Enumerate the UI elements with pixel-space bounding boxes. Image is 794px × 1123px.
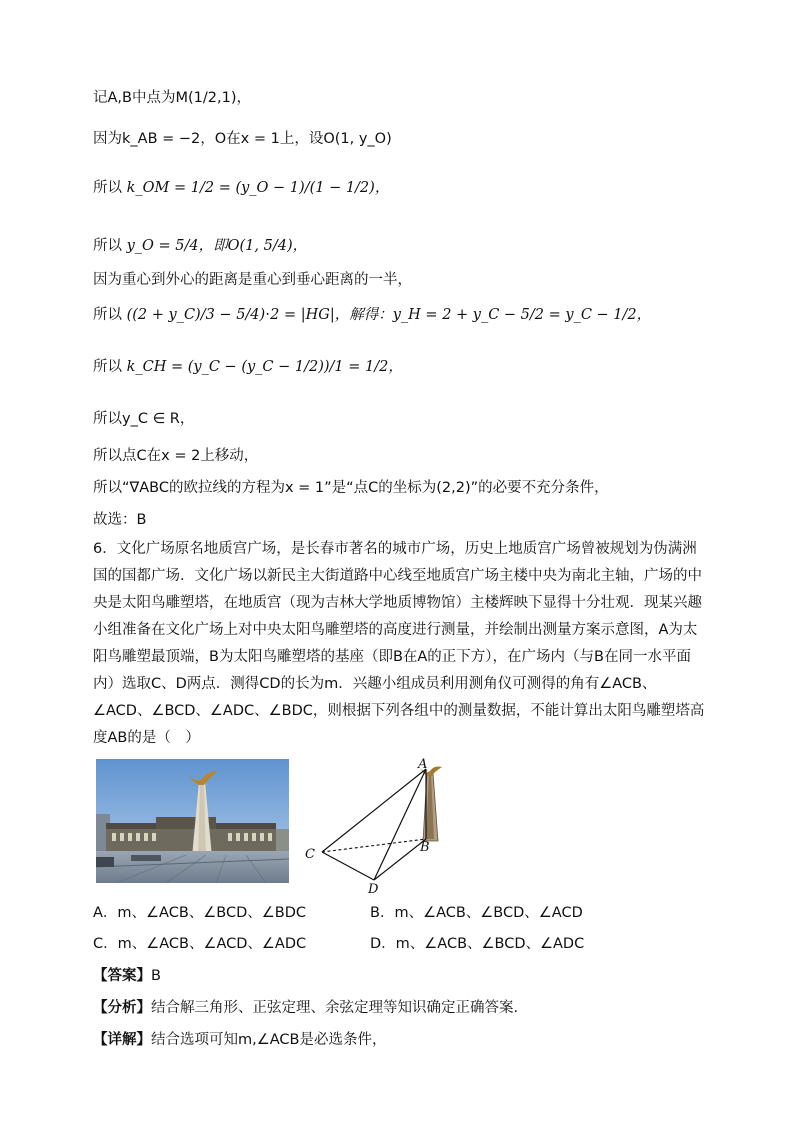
geometry-diagram: [300, 755, 450, 895]
detail-line: [93, 1030, 386, 1050]
label-d: D: [368, 882, 379, 895]
sculpture-photo: [96, 759, 289, 883]
label-b: B: [420, 840, 430, 855]
answer-tag: 【答案】: [93, 968, 151, 984]
analysis-tag: 【分析】: [93, 1000, 151, 1016]
option-d: D．m、∠ACB、∠BCD、∠ADC: [370, 936, 585, 952]
segment-cb: [322, 839, 426, 852]
line-prefix: 所以: [93, 307, 122, 323]
yo-value-formula: y_O = 5/4，即O(1, 5/4)，: [126, 238, 308, 254]
label-a: A: [418, 757, 428, 772]
yh-formula: ((2 + y_C)/3 − 5/4)⋅2 = |HG|，解得：y_H = 2 + y_C − 5/2 = y_C − 1/2，: [126, 307, 652, 323]
label-c: C: [305, 847, 315, 862]
solution-line-10: 所以“∇ABC的欧拉线的方程为x = 1”是“点C的坐标为(2,2)”的必要不充分条件，: [93, 480, 609, 496]
answer-value: B: [151, 968, 161, 984]
analysis-line: [93, 998, 518, 1018]
analysis-text: 结合解三角形、正弦定理、余弦定理等知识确定正确答案.: [151, 1000, 519, 1016]
slope-ch-formula: k_CH = (y_C − (y_C − 1/2))/1 = 1/2，: [126, 359, 403, 375]
option-c: C．m、∠ACB、∠ACD、∠ADC: [93, 936, 307, 952]
option-b: B．m、∠ACB、∠BCD、∠ACD: [370, 905, 583, 921]
line-prefix: 所以: [93, 180, 122, 196]
solution-line-6: [93, 305, 651, 325]
slope-om-formula: k_OM = 1/2 = (y_O − 1)/(1 − 1/2)，: [126, 180, 390, 196]
detail-text: 结合选项可知m,∠ACB是必选条件，: [151, 1032, 387, 1048]
segment-ac: [322, 769, 426, 852]
question-6-text: 6．文化广场原名地质宫广场，是长春市著名的城市广场，历史上地质宫广场曾被规划为伪满洲国的国都广场．文化广场以新民主大街道路中心线至地质宫广场主楼中央为南北主轴，广场的中央是太阳鸟雕塑塔，在地质宫（现为吉林大学地质博物馆）主楼辉映下显得十分壮观．现某兴趣小组准备在文化广场上对中央太阳鸟雕塑塔的高度进行测量，并绘制出测量方案示意图，A为太阳鸟雕塑最顶端，B为太阳鸟雕塑塔的基座（即B在A的正下方），在广场内（与B在同一水平面内）选取C、D两点．测得CD的长为m．兴趣小组成员利用测角仪可测得的角有∠ACB、∠ACD、∠BCD、∠ADC、∠BDC，则根据下列各组中的测量数据，不能计算出太阳鸟雕塑塔高度AB的是（ ）: [93, 541, 705, 746]
detail-tag: 【详解】: [93, 1032, 151, 1048]
solution-line-3: [93, 178, 389, 198]
line-prefix: 所以: [93, 238, 122, 254]
solution-line-5: 因为重心到外心的距离是重心到垂心距离的一半，: [93, 272, 412, 288]
solution-line-9: 所以点C在x = 2上移动，: [93, 448, 259, 464]
solution-line-1: 记A,B中点为M(1/2,1)，: [93, 90, 251, 106]
solution-line-4: [93, 236, 307, 256]
segment-cd: [322, 852, 374, 880]
solution-line-7: [93, 357, 403, 377]
option-a: A．m、∠ACB、∠BCD、∠BDC: [93, 905, 306, 921]
answer-line: [93, 966, 161, 986]
line-prefix: 所以: [93, 359, 122, 375]
segment-bd: [374, 839, 426, 880]
solution-line-11: 故选：B: [93, 512, 147, 528]
segment-ad: [374, 769, 426, 880]
solution-line-8: 所以y_C ∈ R，: [93, 411, 195, 427]
solution-line-2: 因为k_AB = −2，O在x = 1上，设O(1, y_O): [93, 131, 392, 147]
